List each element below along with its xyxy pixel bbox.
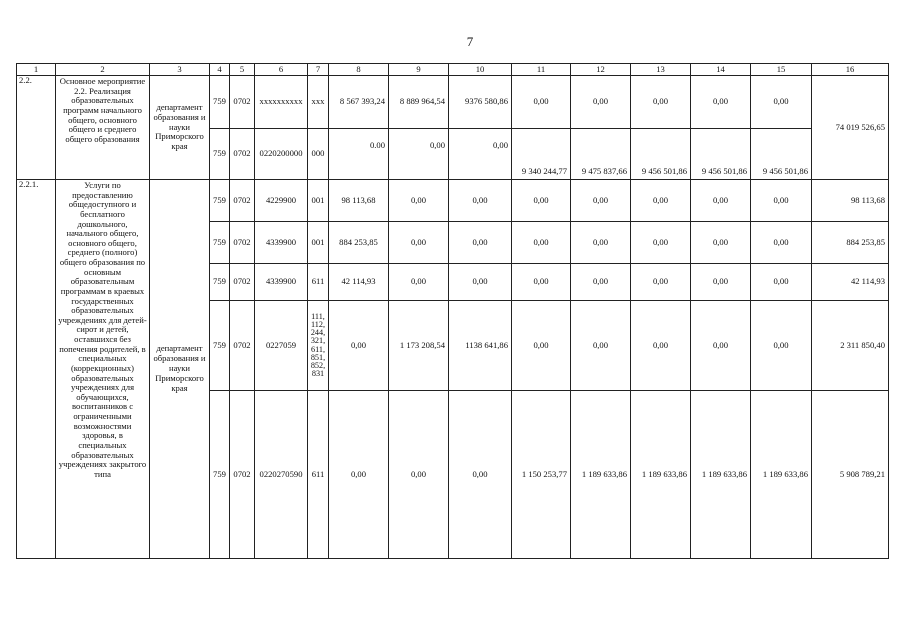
column-header: 7 [308,64,329,76]
column-header: 8 [329,64,389,76]
table-cell: 0,00 [691,264,751,301]
table-cell: 0,00 [512,264,571,301]
table-cell: 759 [210,129,230,180]
table-cell: 0,00 [631,180,691,222]
column-header: 11 [512,64,571,76]
column-header: 3 [150,64,210,76]
table-cell: 0,00 [389,222,449,264]
column-header: 14 [691,64,751,76]
item-description: Услуги по предоставлению общедоступного и бесплатного дошкольного, начального общего, основного общего, среднего (полного) общего образования по основным образовательным программам в краевых государственных образовательных учреждениях для детей-сирот и детей, оставшихся без попечения родителей, в специальных (коррекционных) образовательных учреждениях для обучающихся, воспитанников с ограниченными возможностями здоровья, в специальных образовательных учреждениях закрытого типа [56,180,150,559]
table-cell: 0,00 [571,264,631,301]
table-cell: 0,00 [449,391,512,559]
table-cell: 0,00 [571,76,631,129]
table-cell: 0,00 [449,129,512,180]
table-cell: 0,00 [329,301,389,391]
table-cell: 001 [308,222,329,264]
budget-table [16,63,889,559]
table-cell: 0,00 [449,222,512,264]
table-cell: 9 456 501,86 [751,129,812,180]
column-header: 13 [631,64,691,76]
column-header: 6 [255,64,308,76]
table-cell: 759 [210,76,230,129]
table-cell: 9 475 837,66 [571,129,631,180]
table-cell: 0,00 [512,222,571,264]
table-cell: 000 [308,129,329,180]
table-cell: 0,00 [389,264,449,301]
table-cell: xxx [308,76,329,129]
table-cell: 0,00 [389,391,449,559]
table-cell: 98 113,68 [329,180,389,222]
table-cell: 0,00 [571,301,631,391]
table-cell: 42 114,93 [812,264,889,301]
table-cell: 0,00 [751,222,812,264]
column-header: 16 [812,64,889,76]
table-cell: 0227059 [255,301,308,391]
table-cell: 0220270590 [255,391,308,559]
table-cell: 1 150 253,77 [512,391,571,559]
table-cell: 0220200000 [255,129,308,180]
item-description: Основное мероприятие 2.2. Реализация образовательных программ начального общего, основного общего и среднего общего образования [56,76,150,180]
table-cell: 611 [308,264,329,301]
table-cell: 0702 [230,129,255,180]
table-cell: 98 113,68 [812,180,889,222]
table-cell: 884 253,85 [812,222,889,264]
table-cell: 0.00 [329,129,389,180]
table-cell: 759 [210,391,230,559]
table-cell: 1 189 633,86 [751,391,812,559]
table-cell: 0,00 [631,301,691,391]
table-cell: 611 [308,391,329,559]
table-cell: 0,00 [751,180,812,222]
table-cell: 0,00 [691,222,751,264]
table-cell: 0702 [230,391,255,559]
column-header: 5 [230,64,255,76]
table-cell: 0,00 [751,76,812,129]
table-cell: 0,00 [691,301,751,391]
table-cell: 0,00 [691,76,751,129]
responsible-department: департамент образования и науки Приморского края [150,76,210,180]
table-cell: 0,00 [631,76,691,129]
table-cell: 4229900 [255,180,308,222]
column-header: 4 [210,64,230,76]
column-header: 12 [571,64,631,76]
table-cell: 0702 [230,264,255,301]
table-cell: xxxxxxxxxx [255,76,308,129]
table-cell: 8 567 393,24 [329,76,389,129]
table-cell: 759 [210,222,230,264]
item-code: 2.2. [17,76,56,180]
table-cell: 0702 [230,76,255,129]
table-cell: 1138 641,86 [449,301,512,391]
column-header: 9 [389,64,449,76]
table-cell: 0,00 [571,180,631,222]
column-header: 10 [449,64,512,76]
table-cell: 884 253,85 [329,222,389,264]
table-cell: 0,00 [389,129,449,180]
table-cell: 9 456 501,86 [691,129,751,180]
table-cell: 0,00 [571,222,631,264]
table-cell: 5 908 789,21 [812,391,889,559]
table-cell: 1 189 633,86 [691,391,751,559]
table-cell: 759 [210,301,230,391]
table-cell: 2 311 850,40 [812,301,889,391]
table-cell: 0,00 [751,301,812,391]
table-cell: 0,00 [329,391,389,559]
page-number: 7 [466,34,474,49]
table-row [17,76,889,129]
table-cell: 0,00 [449,180,512,222]
table-cell: 0,00 [751,264,812,301]
table-cell: 0,00 [512,76,571,129]
table-cell: 001 [308,180,329,222]
table-cell: 0702 [230,180,255,222]
item-code: 2.2.1. [17,180,56,559]
table-cell: 759 [210,180,230,222]
table-cell: 4339900 [255,264,308,301]
table-cell: 0702 [230,301,255,391]
table-cell: 0,00 [389,180,449,222]
table-cell: 111, 112, 244, 321, 611, 851, 852, 831 [308,301,329,391]
column-header: 15 [751,64,812,76]
total-cell: 74 019 526,65 [812,76,889,180]
table-cell: 42 114,93 [329,264,389,301]
table-cell: 0,00 [512,301,571,391]
table-cell: 759 [210,264,230,301]
responsible-department: департамент образования и науки Приморского края [150,180,210,559]
table-cell: 8 889 964,54 [389,76,449,129]
table-cell: 1 189 633,86 [571,391,631,559]
table-row [17,180,889,222]
table-cell: 0,00 [512,180,571,222]
table-cell: 9 456 501,86 [631,129,691,180]
table-cell: 0702 [230,222,255,264]
table-cell: 1 189 633,86 [631,391,691,559]
table-cell: 1 173 208,54 [389,301,449,391]
column-header: 2 [56,64,150,76]
table-cell: 9376 580,86 [449,76,512,129]
table-cell: 0,00 [631,222,691,264]
column-header: 1 [17,64,56,76]
header-row [17,64,889,76]
table-cell: 0,00 [449,264,512,301]
table-cell: 0,00 [691,180,751,222]
table-cell: 0,00 [631,264,691,301]
table-cell: 4339900 [255,222,308,264]
table-cell: 9 340 244,77 [512,129,571,180]
